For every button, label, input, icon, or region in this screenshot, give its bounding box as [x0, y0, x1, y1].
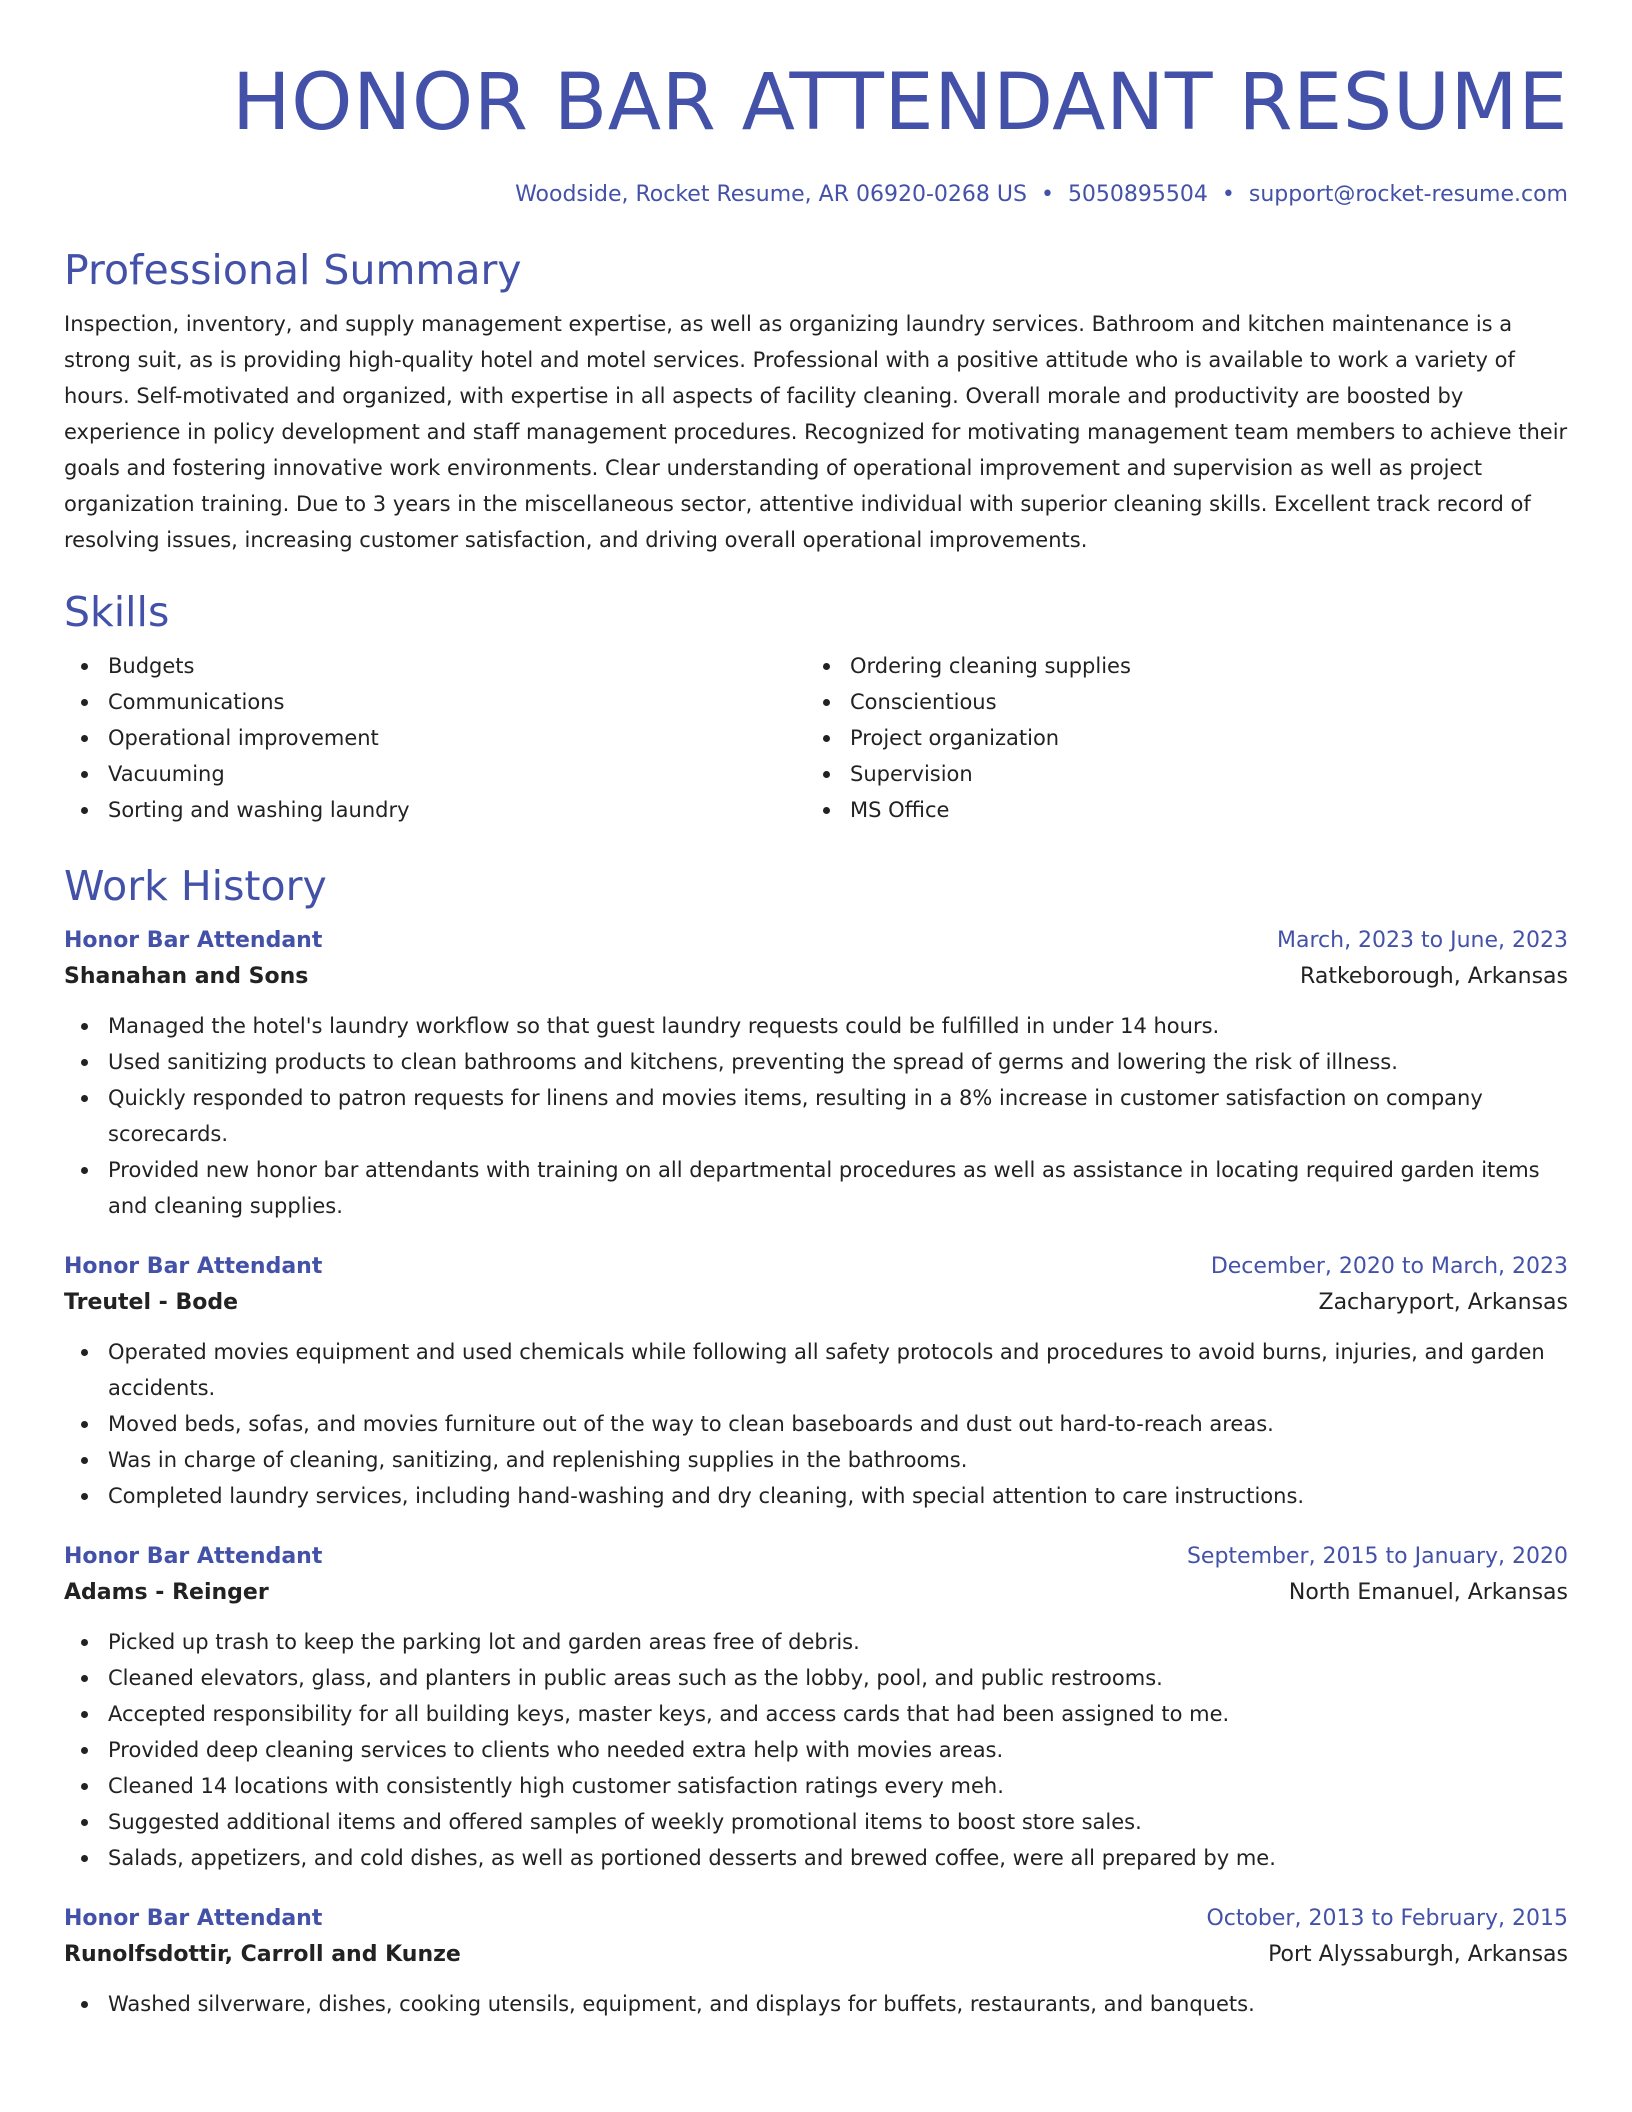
job-company: Adams - Reinger	[64, 1580, 269, 1605]
job-duties	[64, 1008, 1568, 1224]
skill-item: Project organization	[806, 720, 1568, 756]
work-history-heading: Work History	[64, 862, 327, 910]
job-duty-item: Cleaned elevators, glass, and planters in public areas such as the lobby, pool, and public restrooms.	[64, 1660, 1568, 1696]
job-title: Honor Bar Attendant	[64, 1544, 323, 1569]
summary-text: Inspection, inventory, and supply management expertise, as well as organizing laundry services. Bathroom and kitchen maintenance is a strong suit, as is providing high-quality hotel and motel services. Professional with a positive attitude who is available to work a variety of hours. Self-motivated and organized, with expertise in all aspects of facility cleaning. Overall morale and productivity are boosted by experience in policy development and staff management procedures. Recognized for motivating management team members to achieve their goals and fostering innovative work environments. Clear understanding of operational improvement and supervision as well as project organization training. Due to 3 years in the miscellaneous sector, attentive individual with superior cleaning skills. Excellent track record of resolving issues, increasing customer satisfaction, and driving overall operational improvements.	[64, 312, 1568, 552]
job-title: Honor Bar Attendant	[64, 1906, 323, 1931]
skill-item: Budgets	[64, 648, 806, 684]
job-company-row	[64, 1284, 1568, 1322]
skills-list	[64, 648, 1568, 828]
skill-item: Conscientious	[806, 684, 1568, 720]
job-title: Honor Bar Attendant	[64, 928, 323, 953]
job-duty-item: Cleaned 14 locations with consistently high customer satisfaction ratings every meh.	[64, 1768, 1568, 1804]
contact-phone: 5050895504	[1067, 182, 1208, 207]
job-company: Runolfsdottir, Carroll and Kunze	[64, 1942, 461, 1967]
skill-item: Ordering cleaning supplies	[806, 648, 1568, 684]
skills-column-right	[806, 648, 1568, 828]
resume-title: HONOR BAR ATTENDANT RESUME	[232, 58, 1568, 148]
contact-separator: •	[1040, 182, 1054, 207]
job-header-row	[64, 1902, 1568, 1936]
job-duty-item: Managed the hotel's laundry workflow so that guest laundry requests could be fulfilled in under 14 hours.	[64, 1008, 1568, 1044]
skills-column-left	[64, 648, 806, 828]
job-duties	[64, 1624, 1568, 1876]
contact-email: support@rocket-resume.com	[1248, 182, 1568, 207]
job-entry	[64, 1902, 1568, 2022]
job-company-row	[64, 1574, 1568, 1612]
skills-heading: Skills	[64, 588, 170, 636]
job-duty-item: Operated movies equipment and used chemicals while following all safety protocols and procedures to avoid burns, injuries, and garden accidents.	[64, 1334, 1568, 1406]
job-duty-item: Completed laundry services, including hand-washing and dry cleaning, with special attention to care instructions.	[64, 1478, 1568, 1514]
job-entry	[64, 924, 1568, 1224]
job-company-row	[64, 1936, 1568, 1974]
job-duties	[64, 1334, 1568, 1514]
job-title: Honor Bar Attendant	[64, 1254, 323, 1279]
skill-item: Operational improvement	[64, 720, 806, 756]
job-entry	[64, 1250, 1568, 1514]
contact-line	[64, 180, 1568, 210]
skill-item: Communications	[64, 684, 806, 720]
job-entry	[64, 1540, 1568, 1876]
contact-separator: •	[1221, 182, 1235, 207]
skill-item: Supervision	[806, 756, 1568, 792]
job-duties	[64, 1986, 1568, 2022]
job-duty-item: Accepted responsibility for all building keys, master keys, and access cards that had been assigned to me.	[64, 1696, 1568, 1732]
job-duty-item: Salads, appetizers, and cold dishes, as well as portioned desserts and brewed coffee, were all prepared by me.	[64, 1840, 1568, 1876]
job-header-row	[64, 1250, 1568, 1284]
job-duty-item: Moved beds, sofas, and movies furniture out of the way to clean baseboards and dust out hard-to-reach areas.	[64, 1406, 1568, 1442]
job-location: North Emanuel, Arkansas	[1288, 1580, 1568, 1605]
summary-heading: Professional Summary	[64, 246, 522, 294]
job-duty-item: Provided new honor bar attendants with training on all departmental procedures as well as assistance in locating required garden items and cleaning supplies.	[64, 1152, 1568, 1224]
job-duty-item: Picked up trash to keep the parking lot and garden areas free of debris.	[64, 1624, 1568, 1660]
job-duty-item: Was in charge of cleaning, sanitizing, and replenishing supplies in the bathrooms.	[64, 1442, 1568, 1478]
job-location: Ratkeborough, Arkansas	[1300, 964, 1568, 989]
job-dates: September, 2015 to January, 2020	[1186, 1544, 1568, 1569]
job-dates: March, 2023 to June, 2023	[1277, 928, 1568, 953]
job-duty-item: Quickly responded to patron requests for linens and movies items, resulting in a 8% increase in customer satisfaction on company scorecards.	[64, 1080, 1568, 1152]
job-header-row	[64, 924, 1568, 958]
skill-item: Vacuuming	[64, 756, 806, 792]
skill-item: MS Office	[806, 792, 1568, 828]
job-dates: December, 2020 to March, 2023	[1210, 1254, 1568, 1279]
job-location: Port Alyssaburgh, Arkansas	[1268, 1942, 1568, 1967]
job-dates: October, 2013 to February, 2015	[1206, 1906, 1568, 1931]
contact-address: Woodside, Rocket Resume, AR 06920-0268 US	[515, 182, 1027, 207]
job-company: Shanahan and Sons	[64, 964, 309, 989]
job-company-row	[64, 958, 1568, 996]
job-duty-item: Suggested additional items and offered samples of weekly promotional items to boost store sales.	[64, 1804, 1568, 1840]
job-duty-item: Used sanitizing products to clean bathrooms and kitchens, preventing the spread of germs and lowering the risk of illness.	[64, 1044, 1568, 1080]
job-header-row	[64, 1540, 1568, 1574]
job-location: Zacharyport, Arkansas	[1318, 1290, 1568, 1315]
resume-page	[64, 0, 1568, 2022]
skill-item: Sorting and washing laundry	[64, 792, 806, 828]
job-company: Treutel - Bode	[64, 1290, 239, 1315]
job-duty-item: Washed silverware, dishes, cooking utensils, equipment, and displays for buffets, restaurants, and banquets.	[64, 1986, 1568, 2022]
job-duty-item: Provided deep cleaning services to clients who needed extra help with movies areas.	[64, 1732, 1568, 1768]
